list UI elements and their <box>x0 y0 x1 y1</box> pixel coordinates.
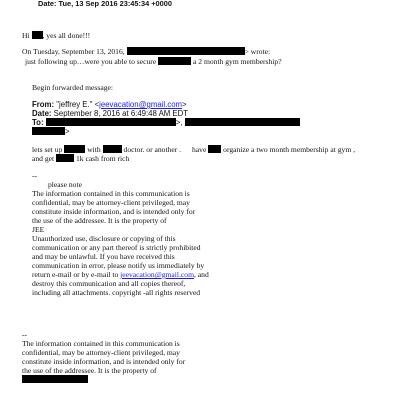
notice-line: confidential, may be attorney-client privileged, may <box>32 198 190 207</box>
date-label: Date: <box>32 109 52 118</box>
notice-line: communication in error, please notify us immediately by <box>32 261 205 270</box>
from-name: "jeffrey E." < <box>56 100 100 109</box>
redaction-block <box>32 127 65 135</box>
footer-redaction-line <box>22 375 88 385</box>
body-text: 1k cash from rich <box>75 154 130 163</box>
redaction-block <box>32 31 43 39</box>
forward-to-continued <box>32 127 70 137</box>
quote-wrote-text: > wrote: <box>244 47 271 56</box>
reply-greeting <box>22 31 90 41</box>
footer-line: the use of the addressee. It is the property of <box>22 366 157 375</box>
to-label: To: <box>32 118 44 127</box>
notice-text: , and <box>194 270 209 279</box>
footer-line: confidential, may be attorney-client privileged, may <box>22 348 180 357</box>
body-text: and get <box>32 154 55 163</box>
redaction-block <box>185 118 300 126</box>
from-close: > <box>182 100 187 109</box>
notice-line: constitute inside information, and is intended only for <box>32 207 196 216</box>
quote-on-text: On Tuesday, September 13, 2016, <box>22 47 125 56</box>
notice-line: JEE <box>32 225 45 234</box>
notice-line: and may be unlawful. If you have received this <box>32 252 175 261</box>
redaction-block <box>208 145 221 153</box>
redaction-block <box>46 118 176 126</box>
redaction-block <box>56 154 74 162</box>
footer-line: The information contained in this communication is <box>22 339 180 348</box>
notice-line: Unauthorized use, disclosure or copying of this <box>32 234 176 243</box>
date-value: September 8, 2016 at 6:49:48 AM EDT <box>53 109 189 118</box>
quote-line <box>25 57 282 67</box>
body-text: with <box>87 145 101 154</box>
redaction-block <box>64 145 85 153</box>
body-line <box>32 154 129 164</box>
notice-line: destroy this communication and all copies thereof, <box>32 279 186 288</box>
body-text: lets set up <box>32 145 63 154</box>
to-separator: >, <box>175 118 183 127</box>
to-end: > <box>65 127 70 136</box>
notice-line: communication or any part thereof is strictly prohibited <box>32 243 201 252</box>
header-date: Date: Tue, 13 Sep 2016 23:45:34 +0000 <box>38 0 173 8</box>
redaction-block <box>22 375 88 383</box>
notice-line: the use of the addressee. It is the property of <box>32 216 167 225</box>
quote-line-text-end: a 2 month gym membership? <box>192 57 282 66</box>
body-text: organize a two month membership at gym , <box>223 145 356 154</box>
redaction-block <box>103 145 122 153</box>
from-email-link[interactable]: jeevacation@gmail.com <box>99 100 183 109</box>
please-note: please note <box>48 180 82 189</box>
notice-text: return e-mail or by e-mail to <box>32 270 119 279</box>
greeting-text: , yes all done!!! <box>42 31 91 40</box>
notice-line: The information contained in this communication is <box>32 189 190 198</box>
quote-line-text: just following up…were you able to secure <box>25 57 157 66</box>
footer-line: constitute inside information, and is intended only for <box>22 357 186 366</box>
notice-email-link[interactable]: jeevacation@gmail.com <box>120 270 194 279</box>
forward-begin: Begin forwarded message: <box>32 83 113 92</box>
footer-dashes: -- <box>22 330 28 339</box>
body-text: doctor. or another . <box>123 145 182 154</box>
signature-dashes: -- <box>32 171 38 180</box>
notice-line: including all attachments. copyright -all rights reserved <box>32 288 201 297</box>
greeting-prefix: Hi <box>22 31 30 40</box>
body-text: have <box>192 145 207 154</box>
from-label: From: <box>32 100 55 109</box>
quote-attribution <box>22 47 270 57</box>
redaction-block <box>158 57 191 65</box>
forward-to <box>32 118 300 128</box>
redaction-block <box>127 47 245 55</box>
